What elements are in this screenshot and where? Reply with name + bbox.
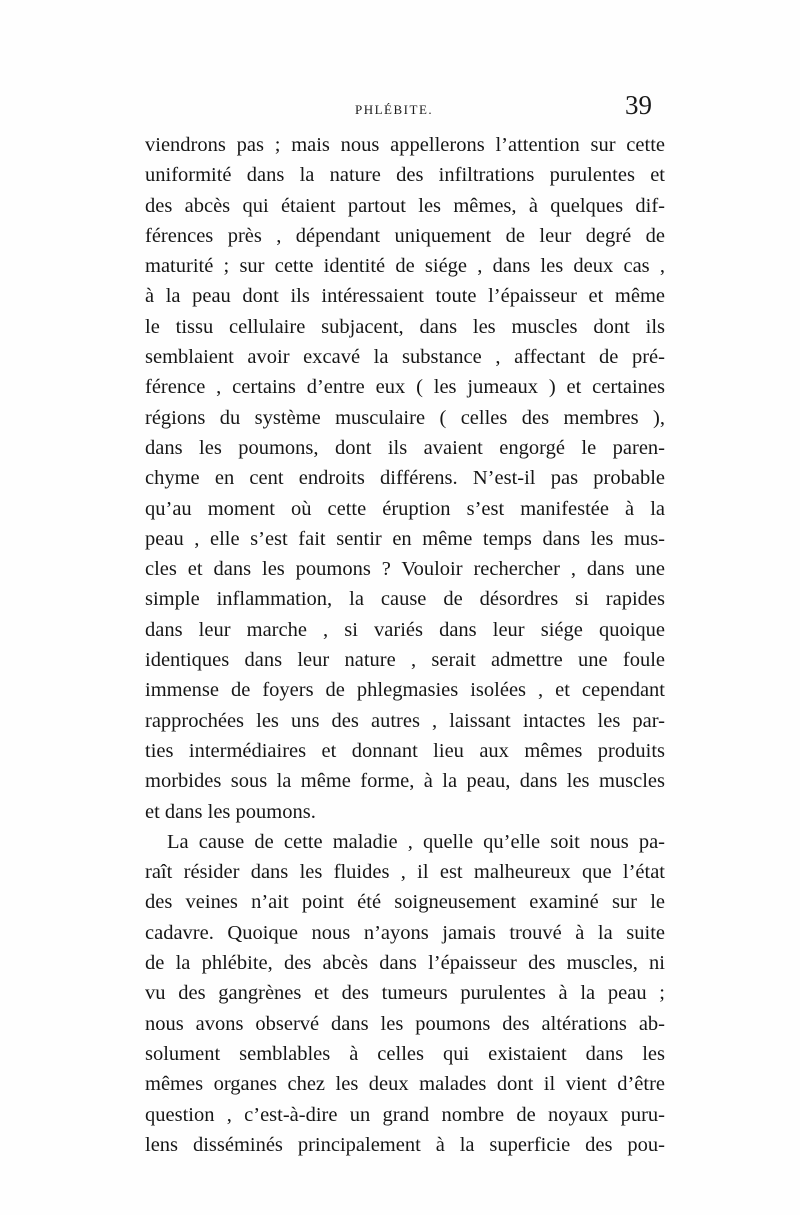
text-line: dans les poumons, dont ils avaient engorgé le paren- [145,436,665,459]
text-line: mêmes organes chez les deux malades dont il vient d’être [145,1073,665,1096]
text-line: question , c’est-à-dire un grand nombre de noyaux puru- [145,1103,665,1126]
text-line: immense de foyers de phlegmasies isolées , et cependant [145,679,665,702]
text-line: rapprochées les uns des autres , laissant intactes les par- [145,709,665,732]
text-line: régions du système musculaire ( celles des membres ), [145,406,665,429]
text-line: raît résider dans les fluides , il est malheureux que l’état [145,861,665,884]
text-line: de la phlébite, des abcès dans l’épaisseur des muscles, ni [145,952,665,975]
text-line: le tissu cellulaire subjacent, dans les muscles dont ils [145,315,665,338]
text-line: qu’au moment où cette éruption s’est manifestée à la [145,497,665,520]
text-line: et dans les poumons. [145,800,316,823]
text-line: cles et dans les poumons ? Vouloir rechercher , dans une [145,558,665,581]
text-line: maturité ; sur cette identité de siége , dans les deux cas , [145,255,665,278]
text-line: La cause de cette maladie , quelle qu’elle soit nous pa- [167,830,665,853]
text-line: simple inflammation, la cause de désordres si rapides [145,588,665,611]
text-line: viendrons pas ; mais nous appellerons l’attention sur cette [145,134,665,156]
text-line: identiques dans leur nature , serait admettre une foule [145,649,665,672]
text-line: des veines n’ait point été soigneusement examiné sur le [145,891,665,914]
page-number: 39 [625,90,652,120]
paragraph-1 [145,130,665,827]
text-line: férences près , dépendant uniquement de leur degré de [145,224,665,247]
text-line: à la peau dont ils intéressaient toute l’épaisseur et même [145,285,665,308]
text-line: lens disséminés principalement à la superficie des pou- [145,1133,665,1156]
text-line: uniformité dans la nature des infiltrations purulentes et [145,164,665,187]
text-line: nous avons observé dans les poumons des altérations ab- [145,1012,665,1035]
text-line: peau , elle s’est fait sentir en même temps dans les mus- [145,527,665,550]
text-line: solument semblables à celles qui existaient dans les [145,1042,665,1065]
paragraph-2 [145,827,665,1160]
running-title: PHLÉBITE. [355,102,434,117]
text-line: ties intermédiaires et donnant lieu aux mêmes produits [145,739,665,762]
text-line: chyme en cent endroits différens. N’est-il pas probable [145,467,665,490]
text-line: des abcès qui étaient partout les mêmes, à quelques dif- [145,194,665,217]
body-text [145,130,665,1160]
text-line: cadavre. Quoique nous n’ayons jamais trouvé à la suite [145,921,665,944]
text-line: férence , certains d’entre eux ( les jumeaux ) et certaines [145,376,665,399]
text-line: morbides sous la même forme, à la peau, dans les muscles [145,770,665,793]
text-line: dans leur marche , si variés dans leur siége quoique [145,618,665,641]
text-line: vu des gangrènes et des tumeurs purulentes à la peau ; [145,982,665,1005]
text-line: semblaient avoir excavé la substance , affectant de pré- [145,346,665,369]
